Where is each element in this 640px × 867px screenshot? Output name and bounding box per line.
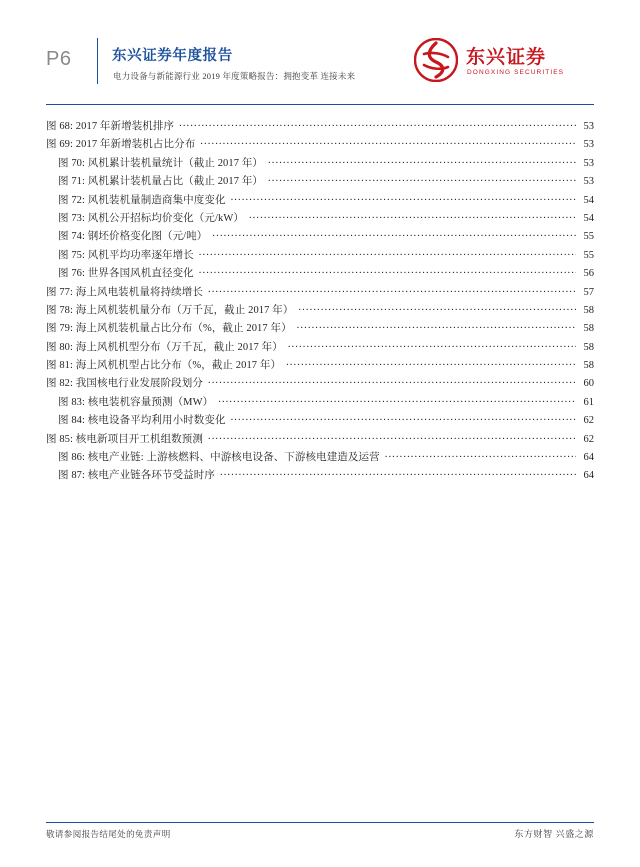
page-header [0, 0, 640, 106]
toc-entry-page: 53 [583, 139, 594, 151]
toc-leader-dots [179, 118, 576, 129]
toc-entry[interactable] [46, 192, 594, 210]
toc-entry-label: 图 73: 风机公开招标均价变化（元/kW） [58, 212, 244, 224]
toc-leader-dots [385, 449, 576, 460]
footer-rule [46, 822, 594, 823]
report-title: 东兴证券年度报告 [112, 48, 233, 64]
toc-entry-page: 56 [583, 268, 594, 280]
toc-leader-dots [208, 431, 576, 442]
toc-entry-page: 53 [583, 121, 594, 132]
toc-entry[interactable] [46, 394, 594, 412]
toc-entry[interactable] [46, 228, 594, 246]
toc-leader-dots [298, 302, 576, 313]
toc-leader-dots [249, 210, 576, 221]
toc-entry[interactable] [46, 449, 594, 467]
report-subtitle: 电力设备与新能源行业 2019 年度策略报告：拥抱变革 连接未来 [113, 71, 356, 81]
toc-entry-label: 图 77: 海上风电装机量将持续增长 [46, 286, 203, 298]
toc-entry-page: 54 [583, 194, 594, 206]
toc-entry-label: 图 68: 2017 年新增装机排序 [46, 121, 175, 132]
toc-entry-page: 55 [583, 231, 594, 243]
toc-entry-page: 55 [583, 249, 594, 261]
logo-text-english: DONGXING SECURITIES [467, 69, 565, 76]
toc-leader-dots [288, 339, 576, 350]
toc-entry-page: 61 [583, 396, 594, 408]
toc-entry[interactable] [46, 118, 594, 136]
toc-entry-label: 图 74: 钢坯价格变化图（元/吨） [58, 231, 208, 243]
toc-leader-dots [208, 375, 576, 386]
toc-entry-label: 图 70: 风机累计装机量统计（截止 2017 年） [58, 157, 264, 169]
toc-entry-page: 58 [583, 304, 594, 316]
toc-entry-label: 图 87: 核电产业链各环节受益时序 [58, 470, 215, 482]
toc-entry-page: 58 [583, 360, 594, 372]
toc-leader-dots [268, 173, 576, 184]
toc-entry[interactable] [46, 357, 594, 375]
toc-leader-dots [220, 467, 576, 478]
toc-entry[interactable] [46, 412, 594, 430]
toc-entry[interactable] [46, 210, 594, 228]
toc-entry[interactable] [46, 247, 594, 265]
toc-entry-page: 58 [583, 341, 594, 353]
toc-entry[interactable] [46, 265, 594, 283]
logo-text-chinese: 东兴证券 [466, 47, 547, 68]
toc-entry[interactable] [46, 284, 594, 302]
company-logo [414, 38, 594, 86]
toc-entry-label: 图 78: 海上风机装机量分布（万千瓦，截止 2017 年） [46, 304, 294, 316]
toc-leader-dots [199, 247, 576, 258]
toc-entry-label: 图 71: 风机累计装机量占比（截止 2017 年） [58, 176, 264, 188]
toc-entry-page: 64 [583, 470, 594, 482]
toc-entry-label: 图 86: 核电产业链: 上游核燃料、中游核电设备、下游核电建造及运营 [58, 452, 380, 464]
toc-entry[interactable] [46, 155, 594, 173]
toc-entry-page: 53 [583, 176, 594, 188]
toc-entry-label: 图 75: 风机平均功率逐年增长 [58, 249, 194, 261]
toc-entry[interactable] [46, 339, 594, 357]
toc-leader-dots [286, 357, 576, 368]
toc-leader-dots [212, 228, 576, 239]
header-rule [46, 104, 594, 105]
toc-leader-dots [231, 192, 576, 203]
toc-entry-page: 53 [583, 157, 594, 169]
toc-entry-label: 图 76: 世界各国风机直径变化 [58, 268, 194, 280]
toc-entry[interactable] [46, 173, 594, 191]
toc-leader-dots [199, 265, 576, 276]
toc-entry-page: 60 [583, 378, 594, 390]
toc-entry[interactable] [46, 431, 594, 449]
toc-entry-label: 图 84: 核电设备平均利用小时数变化 [58, 415, 226, 427]
dongxing-logo-icon [414, 38, 458, 82]
footer-slogan: 东方财智 兴盛之源 [514, 829, 594, 839]
toc-entry-page: 57 [583, 286, 594, 298]
toc-entry-label: 图 81: 海上风机机型占比分布（%，截止 2017 年） [46, 360, 282, 372]
toc-entry[interactable] [46, 467, 594, 485]
toc-entry-label: 图 69: 2017 年新增装机占比分布 [46, 139, 196, 151]
header-divider-vertical [97, 38, 98, 84]
footer-disclaimer: 敬请参阅报告结尾处的免责声明 [46, 829, 171, 839]
toc-entry-label: 图 72: 风机装机量制造商集中度变化 [58, 194, 226, 206]
toc-leader-dots [200, 136, 576, 147]
toc-entry[interactable] [46, 320, 594, 338]
toc-entry-page: 64 [583, 452, 594, 464]
figure-list [46, 118, 594, 486]
toc-entry[interactable] [46, 136, 594, 154]
toc-entry-page: 62 [583, 415, 594, 427]
toc-entry-label: 图 83: 核电装机容量预测（MW） [58, 396, 214, 408]
page-number: P6 [46, 48, 72, 70]
toc-entry[interactable] [46, 375, 594, 393]
toc-entry-page: 54 [583, 212, 594, 224]
toc-entry-label: 图 80: 海上风机机型分布（万千瓦，截止 2017 年） [46, 341, 283, 353]
toc-leader-dots [268, 155, 576, 166]
toc-leader-dots [231, 412, 576, 423]
toc-entry-label: 图 82: 我国核电行业发展阶段划分 [46, 378, 203, 390]
toc-entry-label: 图 85: 核电新项目开工机组数预测 [46, 433, 203, 445]
toc-entry-page: 58 [583, 323, 594, 335]
toc-entry[interactable] [46, 302, 594, 320]
toc-leader-dots [208, 284, 576, 295]
toc-entry-label: 图 79: 海上风机装机量占比分布（%，截止 2017 年） [46, 323, 292, 335]
toc-leader-dots [297, 320, 576, 331]
toc-leader-dots [218, 394, 576, 405]
toc-entry-page: 62 [583, 433, 594, 445]
